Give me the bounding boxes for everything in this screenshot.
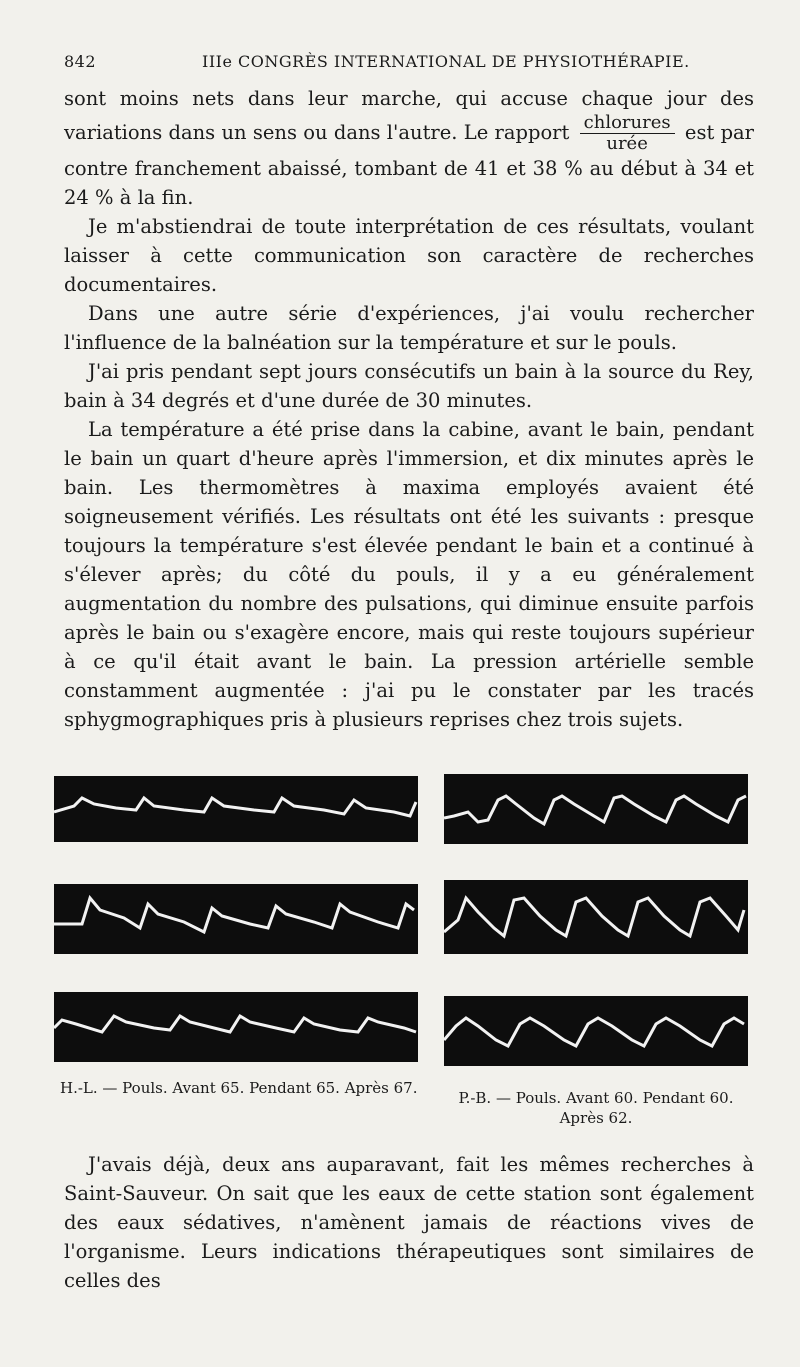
body-text [64, 84, 754, 734]
body-text-continued [64, 1150, 754, 1295]
pulse-waveform [444, 774, 748, 844]
trace-hl-avant [54, 776, 418, 842]
trace-hl-pendant [54, 884, 418, 954]
paragraph-4: J'ai pris pendant sept jours consécutifs un bain à la source du Rey, bain à 34 degrés et d'une durée de 30 minutes. [64, 360, 754, 412]
paragraph-6: J'avais déjà, deux ans auparavant, fait les mêmes recherches à Saint-Sauveur. On sait que les eaux de cette station sont également des eaux sédatives, n'amènent jamais de réactions vives de l'organisme. Leurs indications thérapeutiques sont similaires de celles des [64, 1153, 754, 1292]
caption-left: H.-L. — Pouls. Avant 65. Pendant 65. Après 67. [60, 1079, 418, 1097]
paragraph-2: Je m'abstiendrai de toute interprétation de ces résultats, voulant laisser à cette communication son caractère de recherches documentaires. [64, 215, 754, 296]
trace-pb-pendant [444, 880, 748, 954]
caption-right [446, 1088, 746, 1128]
paragraph-5: La température a été prise dans la cabine, avant le bain, pendant le bain un quart d'heure après l'immersion, et dix minutes après le bain. Les thermomètres à maxima employés avaient été soigneusement vérifiés. Les résultats ont été les suivants : presque toujours la température s'est élevée pendant le bain et a continué à s'élever après; du côté du pouls, il y a eu généralement augmentation du nombre des pulsations, qui diminue ensuite parfois après le bain ou s'exagère encore, mais qui reste toujours supérieur à ce qu'il était avant le bain. La pression artérielle semble constamment augmentée : j'ai pu le constater par les tracés sphygmographiques pris à plusieurs reprises chez trois sujets. [64, 418, 754, 731]
pulse-waveform [54, 884, 418, 954]
pulse-waveform [444, 880, 748, 954]
page-number: 842 [64, 52, 97, 71]
caption-right-line1: P.-B. — Pouls. Avant 60. Pendant 60. [458, 1089, 734, 1107]
paragraph-1 [64, 84, 754, 212]
fraction-denominator: urée [606, 133, 648, 154]
running-title: IIIe CONGRÈS INTERNATIONAL DE PHYSIOTHÉRAPIE. [202, 52, 690, 71]
ratio-fraction [580, 113, 675, 154]
pulse-waveform [54, 776, 418, 842]
paragraph-1-end: est par contre franchement abaissé, tombant de 41 et 38 % au début à 34 et 24 % à la fin. [64, 121, 755, 209]
pulse-waveform [54, 992, 418, 1062]
paragraph-1-start: sont moins nets dans leur marche, qui accuse chaque jour des variations dans un sens ou dans l'autre. Le rapport [64, 87, 754, 144]
paragraph-3: Dans une autre série d'expériences, j'ai voulu rechercher l'influence de la balnéation sur la température et sur le pouls. [64, 302, 754, 354]
pulse-waveform [444, 996, 748, 1066]
caption-right-line2: Après 62. [559, 1109, 633, 1127]
trace-pb-avant [444, 774, 748, 844]
trace-pb-apres [444, 996, 748, 1066]
trace-hl-apres [54, 992, 418, 1062]
fraction-numerator: chlorures [580, 113, 675, 134]
